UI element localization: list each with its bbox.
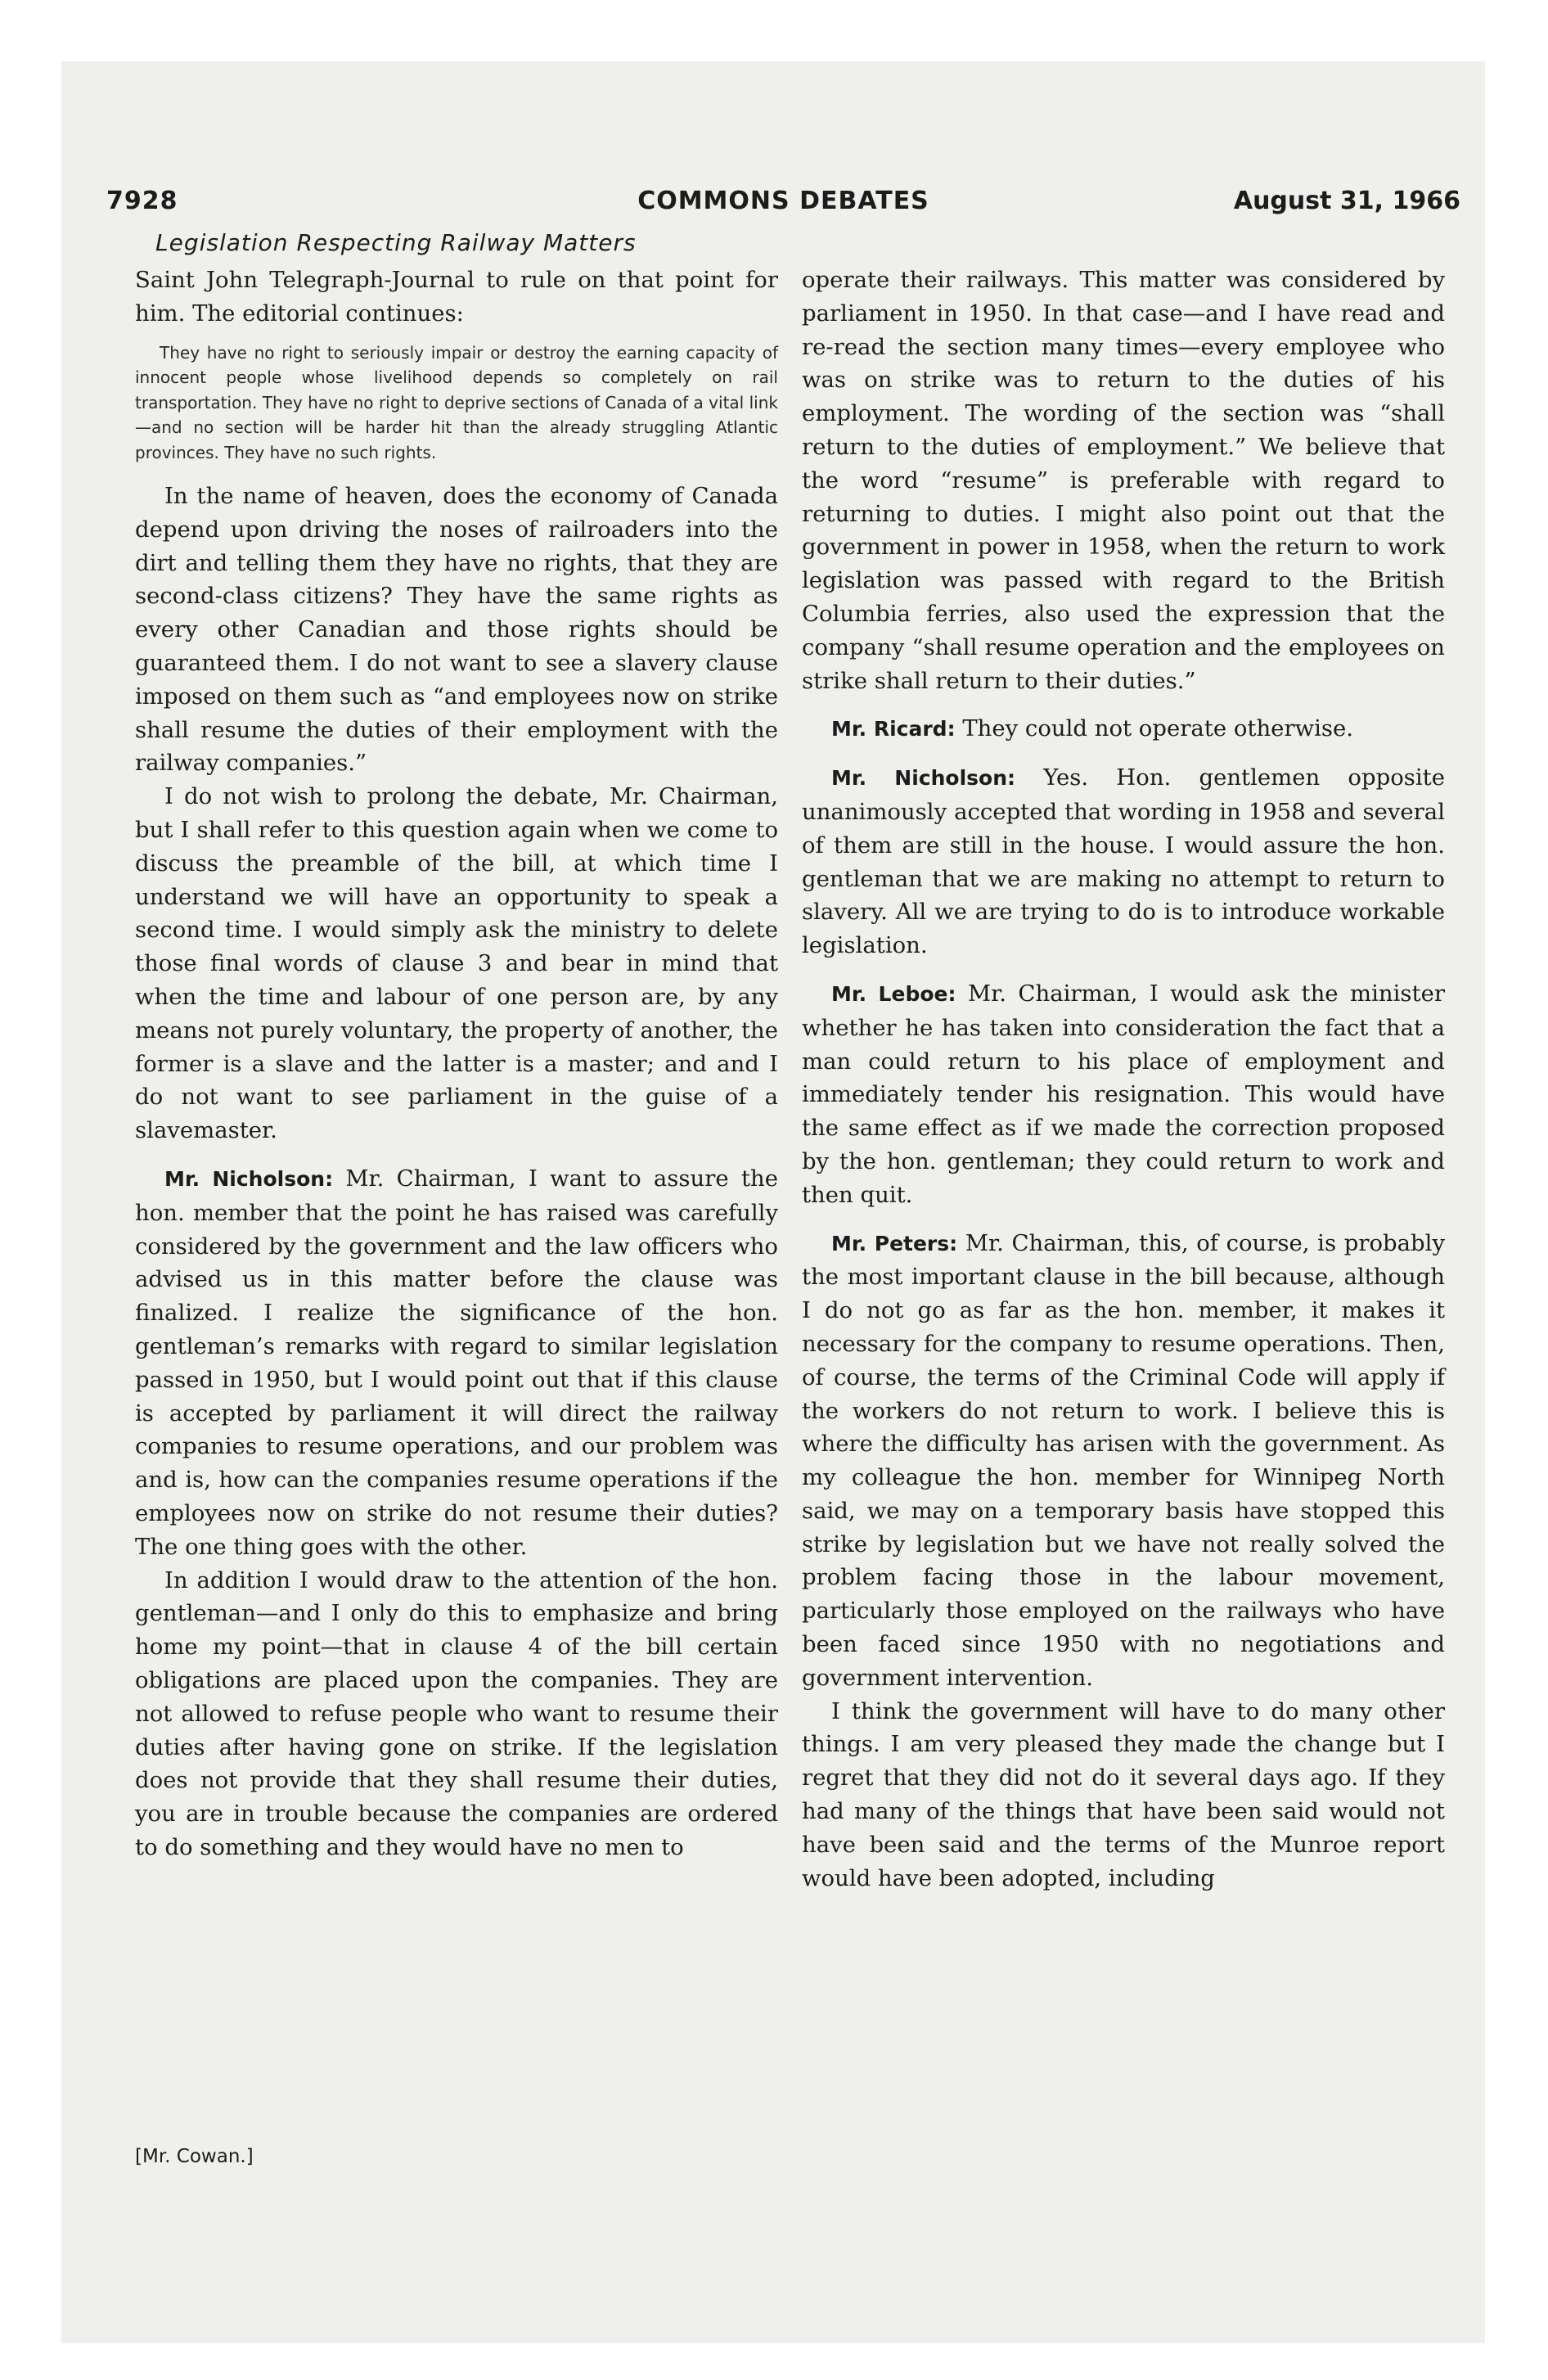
speech-paragraph	[802, 761, 1445, 962]
speech-text: They could not operate otherwise.	[962, 715, 1354, 742]
page-number: 7928	[106, 187, 178, 215]
paragraph: I think the government will have to do many other things. I am very pleased they made the change but I regret that they did not do it several days ago. If they had many of the things that have been said would not have been said and the terms of the Munroe report would have been adopted, including	[802, 1697, 1445, 1891]
speaker-footer: [Mr. Cowan.]	[135, 2146, 254, 2167]
speaker-name: Mr. Ricard:	[831, 717, 956, 741]
section-subtitle: Legislation Respecting Railway Matters	[155, 229, 637, 256]
paragraph: Saint John Telegraph-Journal to rule on that point for him. The editorial continues:	[135, 267, 778, 327]
speech-paragraph	[135, 1162, 778, 1564]
page-date: August 31, 1966	[1233, 187, 1460, 215]
speech-text: Mr. Chairman, I would ask the minister whether he has taken into consideration the fact that a man could return to his place of employment and immediately tender his resignation. This would have the same effect as if we made the correction proposed by the hon. gentleman; they could return to work and then quit.	[802, 980, 1445, 1208]
speech-paragraph	[802, 977, 1445, 1212]
speech-text: Mr. Chairman, this, of course, is probably the most important clause in the bill because, although I do not go as far as the hon. member, it makes it necessary for the company to resume operations. Then, of course, the terms of the Criminal Code will apply if the workers do not return to work. I believe this is where the difficulty has arisen with the government. As my colleague the hon. member for Winnipeg North said, we may on a temporary basis have stopped this strike by legislation but we have not really solved the problem facing those in the labour movement, particularly those employed on the railways who have been faced since 1950 with no negotiations and government intervention.	[802, 1229, 1445, 1691]
paragraph: operate their railways. This matter was considered by parliament in 1950. In that case—and I have read and re-read the section many times—every employee who was on strike was to return to the duties of his employment. The wording of the section was “shall return to the duties of employment.” We believe that the word “resume” is preferable with regard to returning to duties. I might also point out that the government in power in 1958, when the return to work legislation was passed with regard to the British Columbia ferries, also used the expression that the company “shall resume operation and the employees on strike shall return to their duties.”	[802, 267, 1445, 694]
speaker-name: Mr. Leboe:	[831, 981, 956, 1006]
page-header	[106, 187, 1460, 228]
speech-text: Yes. Hon. gentlemen opposite unanimously accepted that wording in 1958 and several of them are still in the house. I would assure the hon. gentleman that we are making no attempt to return to slavery. All we are trying to do is to introduce workable legislation.	[802, 764, 1445, 959]
speaker-name: Mr. Nicholson:	[164, 1167, 334, 1192]
speech-paragraph	[802, 712, 1445, 746]
speech-paragraph	[802, 1227, 1445, 1695]
editorial-quote: They have no right to seriously impair or destroy the earning capacity of innocent people whose livelihood depends so completely on rail transportation. They have no right to deprive sections of Canada of a vital link—and no section will be harder hit than the already struggling Atlantic provinces. They have no such rights.	[135, 342, 778, 462]
paragraph: In the name of heaven, does the economy of Canada depend upon driving the noses of railroaders into the dirt and telling them they have no rights, that they are second-class citizens? They have the same rights as every other Canadian and those rights should be guaranteed them. I do not want to see a slavery clause imposed on them such as “and employees now on strike shall resume the duties of their employment with the railway companies.”	[135, 483, 778, 777]
speech-text: Mr. Chairman, I want to assure the hon. member that the point he has raised was carefully considered by the government and the law officers who advised us in this matter before the clause was finalized. I realize the significance of the hon. gentleman’s remarks with regard to similar legislation passed in 1950, but I would point out that if this clause is accepted by parliament it will direct the railway companies to resume operations, and our problem was and is, how can the companies resume operations if the employees now on strike do not resume their duties? The one thing goes with the other.	[135, 1165, 778, 1560]
left-column	[135, 264, 778, 1864]
right-column	[802, 264, 1445, 1895]
speaker-name: Mr. Nicholson:	[831, 766, 1015, 791]
publication-title: COMMONS DEBATES	[637, 187, 929, 215]
speaker-name: Mr. Peters:	[831, 1231, 958, 1255]
paragraph: I do not wish to prolong the debate, Mr. Chairman, but I shall refer to this question again when we come to discuss the preamble of the bill, at which time I understand we will have an opportunity to speak a second time. I would simply ask the ministry to delete those final words of clause 3 and bear in mind that when the time and labour of one person are, by any means not purely voluntary, the property of another, the former is a slave and the latter is a master; and and I do not want to see parliament in the guise of a slavemaster.	[135, 783, 778, 1144]
paragraph: In addition I would draw to the attention of the hon. gentleman—and I only do this to emphasize and bring home my point—that in clause 4 of the bill certain obligations are placed upon the companies. They are not allowed to refuse people who want to resume their duties after having gone on strike. If the legislation does not provide that they shall resume their duties, you are in trouble because the companies are ordered to do something and they would have no men to	[135, 1566, 778, 1860]
